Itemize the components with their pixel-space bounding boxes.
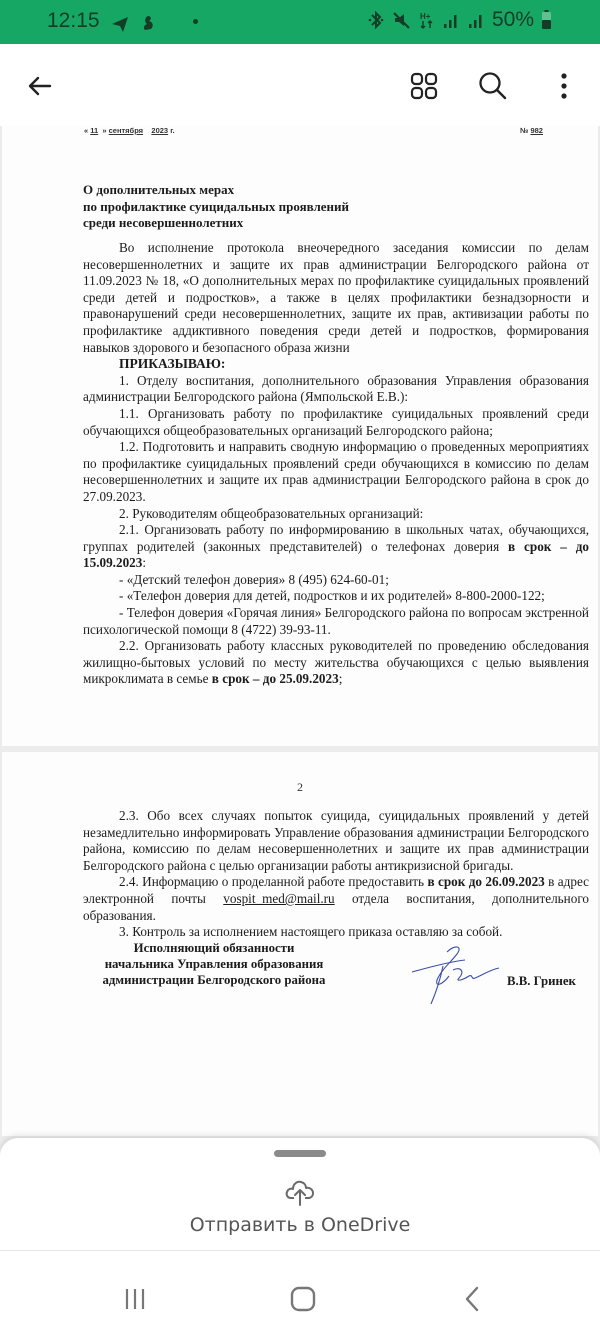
date-quote-close: » — [102, 126, 107, 135]
paragraph-2-1-text: 2.1. Организовать работу по информированию в школьных чатах, обучающихся, группах родителей (законных представителей) о телефонах доверия — [83, 522, 589, 554]
paragraph-1-1: 1.1. Организовать работу по профилактике суицидальных проявлений среди обучающихся общеобразовательных организаций Белгородского района; — [83, 405, 589, 438]
date-quote-open: « — [84, 126, 89, 135]
send-to-onedrive-button[interactable] — [150, 1178, 450, 1250]
date-month: сентября — [108, 126, 144, 135]
document-viewer[interactable] — [0, 126, 600, 1136]
search-button[interactable] — [473, 66, 513, 106]
page-number: 2 — [297, 780, 303, 794]
paragraph-2-2-deadline: в срок – до 25.09.2023 — [211, 671, 339, 687]
back-button[interactable] — [20, 66, 60, 106]
bluetooth-icon — [367, 10, 385, 30]
order-date — [84, 126, 175, 135]
search-icon — [478, 71, 508, 101]
back-icon — [462, 1286, 482, 1312]
signatory-name: В.В. Гринек — [507, 974, 576, 988]
back-arrow-icon — [26, 72, 54, 100]
handwritten-signature-icon — [407, 940, 502, 1010]
home-button[interactable] — [281, 1281, 325, 1317]
paragraph-2: 2. Руководителям общеобразовательных организаций: — [119, 505, 424, 521]
grid-view-icon — [410, 72, 438, 100]
cloud-upload-icon — [284, 1178, 316, 1206]
date-year-suffix: г. — [170, 126, 175, 135]
more-options-button[interactable] — [544, 66, 584, 106]
hotline-1: - «Детский телефон доверия» 8 (495) 624-60-01; — [119, 571, 389, 587]
paragraph-1-2: 1.2. Подготовить и направить сводную информацию о проведенных мероприятиях по профилактике суицидальных проявлений среди обучающихся в комиссию по делам несовершеннолетних и защите их прав администрации Белгородского района в срок до 27.09.2023. — [83, 439, 589, 504]
svg-text:H+: H+ — [419, 12, 431, 21]
number-value: 982 — [530, 126, 543, 135]
document-body-page-2 — [83, 808, 589, 941]
drag-handle[interactable] — [274, 1150, 326, 1157]
paragraph-2-3: 2.3. Обо всех случаях попыток суицида, суицидальных проявлений у детей незамедлительно информировать Управление образования администрации Белгородского района, комиссию по делам несовершеннолетних и защите их прав администрации Белгородского района с целью организации работы антикризисной бригады. — [83, 808, 589, 873]
battery-icon — [541, 9, 552, 31]
signatory-title-line: администрации Белгородского района — [102, 973, 326, 987]
paragraph-2-1-deadline: в срок – до 15.09.2023 — [83, 538, 589, 571]
paragraph-2-4-mid: в адрес электронной почты — [83, 874, 589, 906]
paragraph-2-1 — [83, 522, 589, 572]
paragraph-2-2-end: ; — [338, 671, 343, 687]
battery-percent: 50% — [491, 8, 534, 31]
document-page-1 — [2, 126, 598, 746]
paragraph-2-4-deadline: в срок до 26.09.2023 — [427, 874, 545, 890]
app-notification-icon — [140, 14, 156, 34]
document-body-page-1 — [83, 240, 589, 688]
date-year: 2023 — [151, 126, 169, 135]
notification-dot-icon — [193, 19, 198, 24]
paragraph-2-4 — [83, 874, 589, 924]
signatory-title — [88, 940, 340, 988]
paragraph-2-2 — [83, 638, 589, 688]
home-icon — [290, 1286, 316, 1312]
email-link[interactable]: vospit_med@mail.ru — [223, 890, 335, 906]
grid-view-button[interactable] — [404, 66, 444, 106]
mute-icon — [392, 10, 412, 30]
send-to-onedrive-label: Отправить в OneDrive — [189, 1214, 411, 1236]
date-day: 11 — [90, 126, 99, 135]
paragraph-1: 1. Отделу воспитания, дополнительного образования Управления образования администрации Белгородского района (Ямпольской Е.В.): — [83, 372, 589, 405]
signal-2-icon — [467, 10, 485, 30]
title-line: О дополнительных мерах — [83, 182, 235, 197]
signatory-title-line: начальника Управления образования — [104, 957, 324, 971]
system-back-button[interactable] — [450, 1281, 494, 1317]
paragraph-2-4-end: отдела воспитания, дополнительного образования. — [83, 890, 590, 923]
more-vert-icon — [559, 72, 569, 100]
signal-1-icon — [442, 10, 460, 30]
status-time: 12:15 — [47, 9, 100, 32]
data-hplus-icon — [419, 10, 435, 30]
paragraph-2-2-text: 2.2. Организовать работу классных руководителей по проведению обследования жилищно-бытовых условий по месту жительства обучающихся с целью выявления микроклимата в семье — [83, 638, 589, 687]
system-navigation-bar — [0, 1250, 600, 1332]
hotline-3: - Телефон доверия «Горячая линия» Белгородского района по вопросам экстренной психологической помощи 8 (4722) 39-93-11. — [83, 605, 589, 637]
document-title — [83, 182, 403, 232]
order-number — [520, 126, 543, 135]
recent-apps-icon — [123, 1287, 147, 1311]
order-word: ПРИКАЗЫВАЮ: — [119, 356, 226, 372]
signatory-title-line: Исполняющий обязанности — [133, 941, 295, 955]
paragraph-3: 3. Контроль за исполнением настоящего приказа оставляю за собой. — [119, 924, 503, 940]
preamble-paragraph: Во исполнение протокола внеочередного заседания комиссии по делам несовершеннолетних и защите их прав администрации Белгородского района от 11.09.2023 № 18, «О дополнительных мерах по профилактике суицидальных проявлений среди детей и подростков», а также в целях профилактики безнадзорности и правонарушений среди несовершеннолетних, защите их прав, активизации работы по профилактике аддиктивного поведения среди детей и подростков, формирования навыков здорового и безопасного образа жизни — [83, 240, 589, 355]
paragraph-2-1-colon: : — [142, 555, 147, 571]
bottom-sheet — [0, 1138, 600, 1250]
hotline-2: - «Телефон доверия для детей, подростков и их родителей» 8-800-2000-122; — [119, 588, 545, 604]
telegram-icon — [110, 14, 130, 34]
app-bar — [0, 44, 600, 126]
document-page-2 — [2, 752, 598, 1136]
status-bar — [0, 0, 600, 44]
number-prefix: № — [520, 126, 529, 135]
title-line: среди несовершеннолетних — [83, 215, 244, 230]
paragraph-2-4-text: 2.4. Информацию о проделанной работе предоставить — [119, 874, 425, 890]
title-line: по профилактике суицидальных проявлений — [83, 198, 349, 214]
recent-apps-button[interactable] — [113, 1281, 157, 1317]
